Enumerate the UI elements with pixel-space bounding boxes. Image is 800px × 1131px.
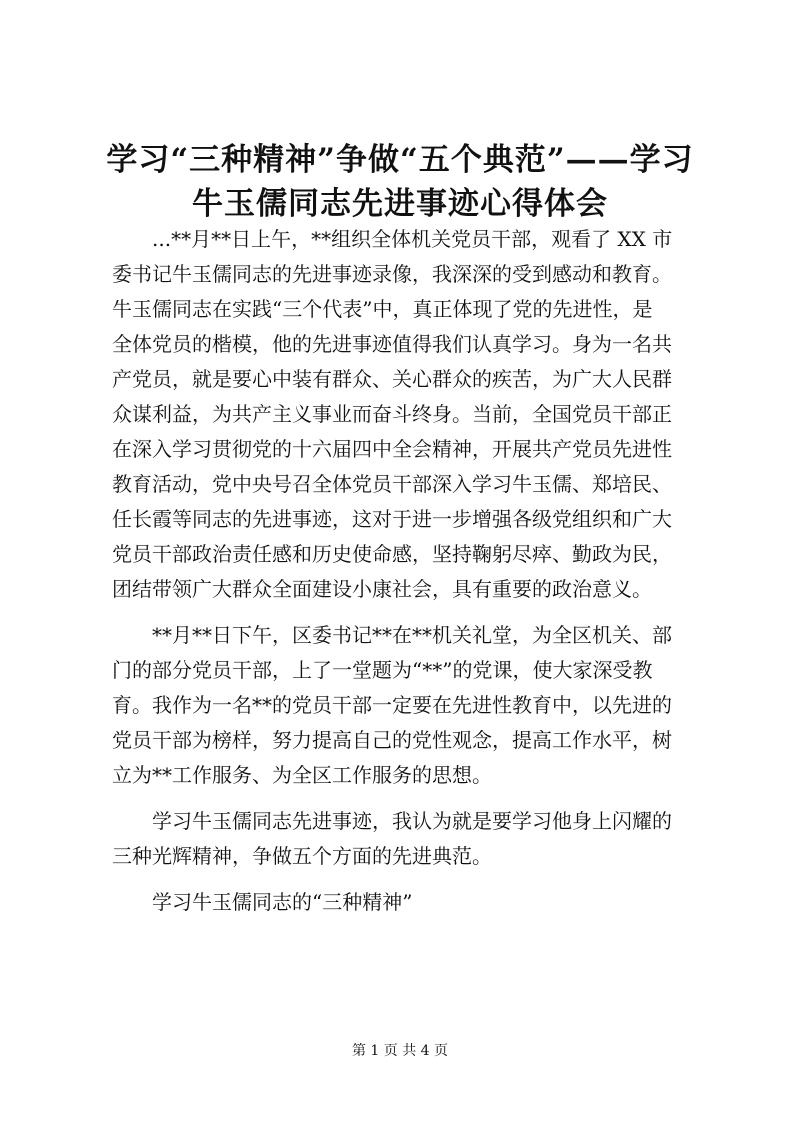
title-line: 牛玉儒同志先进事迹心得体会 [192,186,608,222]
paragraph-line: 教育活动，党中央号召全体党员干部深入学习牛玉儒、郑培民、 [112,472,672,496]
document-body [112,222,702,920]
document-title [100,138,700,226]
title-line: 学习“三种精神”争做“五个典范”——学习 [106,142,694,178]
paragraph-gap [112,793,702,804]
paragraph-line: 党员干部为榜样，努力提高自己的党性观念，提高工作水平，树 [112,728,672,752]
paragraph-line: 立为**工作服务、为全区工作服务的思想。 [112,763,492,787]
paragraph [112,222,702,607]
paragraph-line: 众谋利益，为共产主义事业而奋斗终身。当前，全国党员干部正 [112,402,672,426]
paragraph-line: 全体党员的楷模，他的先进事迹值得我们认真学习。身为一名共 [112,332,672,356]
paragraph [112,804,702,874]
paragraph-gap [112,607,702,618]
page-footer: 第 1 页 共 4 页 [351,1043,449,1059]
paragraph-line: 学习牛玉儒同志先进事迹，我认为就是要学习他身上闪耀的 [112,809,672,833]
paragraph-line: 团结带领广大群众全面建设小康社会，具有重要的政治意义。 [112,577,652,601]
paragraph-line: 在深入学习贯彻党的十六届四中全会精神，开展共产党员先进性 [112,437,672,461]
paragraph-line: **月**日下午，区委书记**在**机关礼堂，为全区机关、部 [112,623,672,647]
paragraph-line: 党员干部政治责任感和历史使命感，坚持鞠躬尽瘁、勤政为民， [112,542,672,566]
paragraph-line: 三种光辉精神，争做五个方面的先进典范。 [112,844,492,868]
paragraph-line: 育。我作为一名**的党员干部一定要在先进性教育中，以先进的 [112,693,672,717]
paragraph-line: 牛玉儒同志在实践“三个代表”中，真正体现了党的先进性，是 [112,297,653,321]
paragraph-line: 学习牛玉儒同志的“三种精神” [112,890,413,914]
paragraph-line: ...**月**日上午，**组织全体机关党员干部，观看了 XX 市 [112,227,673,251]
paragraph [112,618,702,793]
paragraph [112,885,702,920]
paragraph-line: 委书记牛玉儒同志的先进事迹录像，我深深的受到感动和教育。 [112,262,672,286]
paragraph-line: 产党员，就是要心中装有群众、关心群众的疾苦，为广大人民群 [112,367,672,391]
paragraph-line: 门的部分党员干部，上了一堂题为“**”的党课，使大家深受教 [112,658,653,682]
paragraph-line: 任长霞等同志的先进事迹，这对于进一步增强各级党组织和广大 [112,507,672,531]
paragraph-gap [112,874,702,885]
